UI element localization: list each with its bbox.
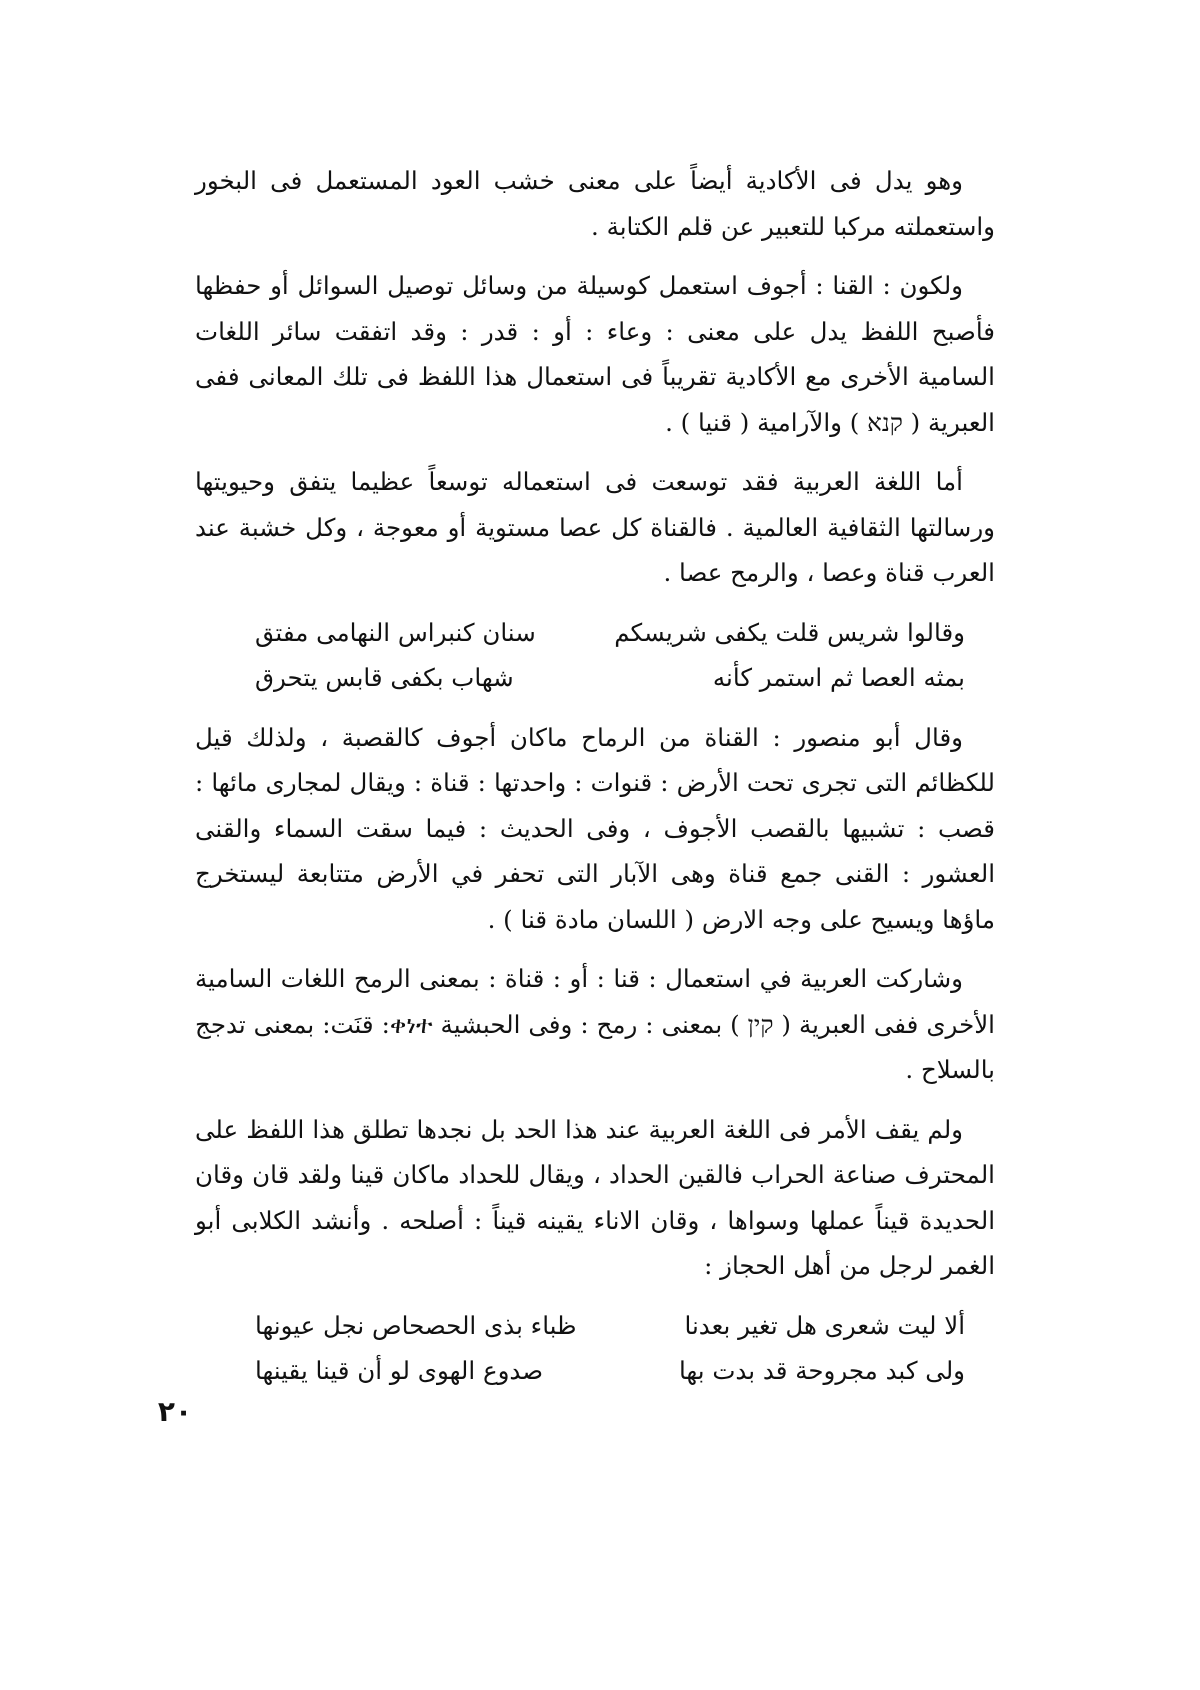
verse-second-hemistich: ظباء بذى الحصحاص نجل عيونها: [255, 1310, 577, 1340]
verse-first-hemistich: بمثه العصا ثم استمر كأنه: [712, 663, 965, 692]
verse-second-hemistich: شهاب بكفى قابس يتحرق: [255, 663, 514, 692]
verse-second-hemistich: صدوع الهوى لو أن قينا يقينها: [255, 1356, 544, 1385]
paragraph-3: أما اللغة العربية فقد توسعت فى استعماله توسعاً عظيما يتفق وحيويتها ورسالتها الثقافية العالمية . فالقناة كل عصا مستوية أو معوجة ، وكل خشبة عند العرب قناة وعصا ، والرمح عصا .: [195, 467, 995, 587]
paragraph-5: وشاركت العربية في استعمال : قنا : أو : قناة : بمعنى الرمح اللغات السامية الأخرى ففى العبرية ( קין ) بمعنى : رمح : وفى الحبشية ቀነተ: قنَت: بمعنى تدجج بالسلاح .: [195, 964, 995, 1084]
verse-line: [255, 610, 965, 656]
verse-line: [255, 1348, 965, 1394]
verse-second-hemistich: سنان كنبراس النهامى مفتق: [255, 617, 536, 647]
paragraph-1: وهو يدل فى الأكادية أيضاً على معنى خشب العود المستعمل فى البخور واستعملته مركبا للتعبير عن قلم الكتابة .: [195, 166, 995, 241]
page-number: ٢٠: [157, 1395, 193, 1428]
verse-line: [255, 655, 965, 701]
poem-verse-2: [195, 1303, 995, 1394]
paragraph-4: وقال أبو منصور : القناة من الرماح ماكان أجوف كالقصبة ، ولذلك قيل للكظائم التى تجرى تحت الأرض : قنوات : واحدتها : قناة : ويقال لمجارى مائها : قصب : تشبيها بالقصب الأجوف ، وفى الحديث : فيما سقت السماء والقنى العشور : القنى جمع قناة وهى الآبار التى تحفر في الأرض متتابعة ليستخرج ماؤها ويسيح على وجه الارض ( اللسان مادة قنا ) .: [195, 722, 995, 934]
verse-first-hemistich: ألا ليت شعرى هل تغير بعدنا: [684, 1310, 965, 1340]
verse-first-hemistich: ولى كبد مجروحة قد بدت بها: [678, 1356, 965, 1385]
paragraph-6: ولم يقف الأمر فى اللغة العربية عند هذا الحد بل نجدها تطلق هذا اللفظ على المحترف صناعة الحراب فالقين الحداد ، ويقال للحداد ماكان قينا ولقد قان وقان الحديدة قيناً عملها وسواها ، وقان الاناء يقينه قيناً : أصلحه . وأنشد الكلابى أبو الغمر لرجل من أهل الحجاز :: [195, 1114, 995, 1280]
poem-verse-1: [195, 610, 995, 701]
verse-line: [255, 1303, 965, 1349]
paragraph-2: ولكون : القنا : أجوف استعمل كوسيلة من وسائل توصيل السوائل أو حفظها فأصبح اللفظ يدل على معنى : وعاء : أو : قدر : وقد اتفقت سائر اللغات السامية الأخرى مع الأكادية تقريباً فى استعمال هذا اللفظ فى تلك المعانى ففى العبرية ( קנא ) والآرامية ( قنيا ) .: [195, 271, 995, 437]
verse-first-hemistich: وقالوا شريس قلت يكفى شريسكم: [614, 617, 965, 647]
page-body: [195, 158, 995, 1408]
